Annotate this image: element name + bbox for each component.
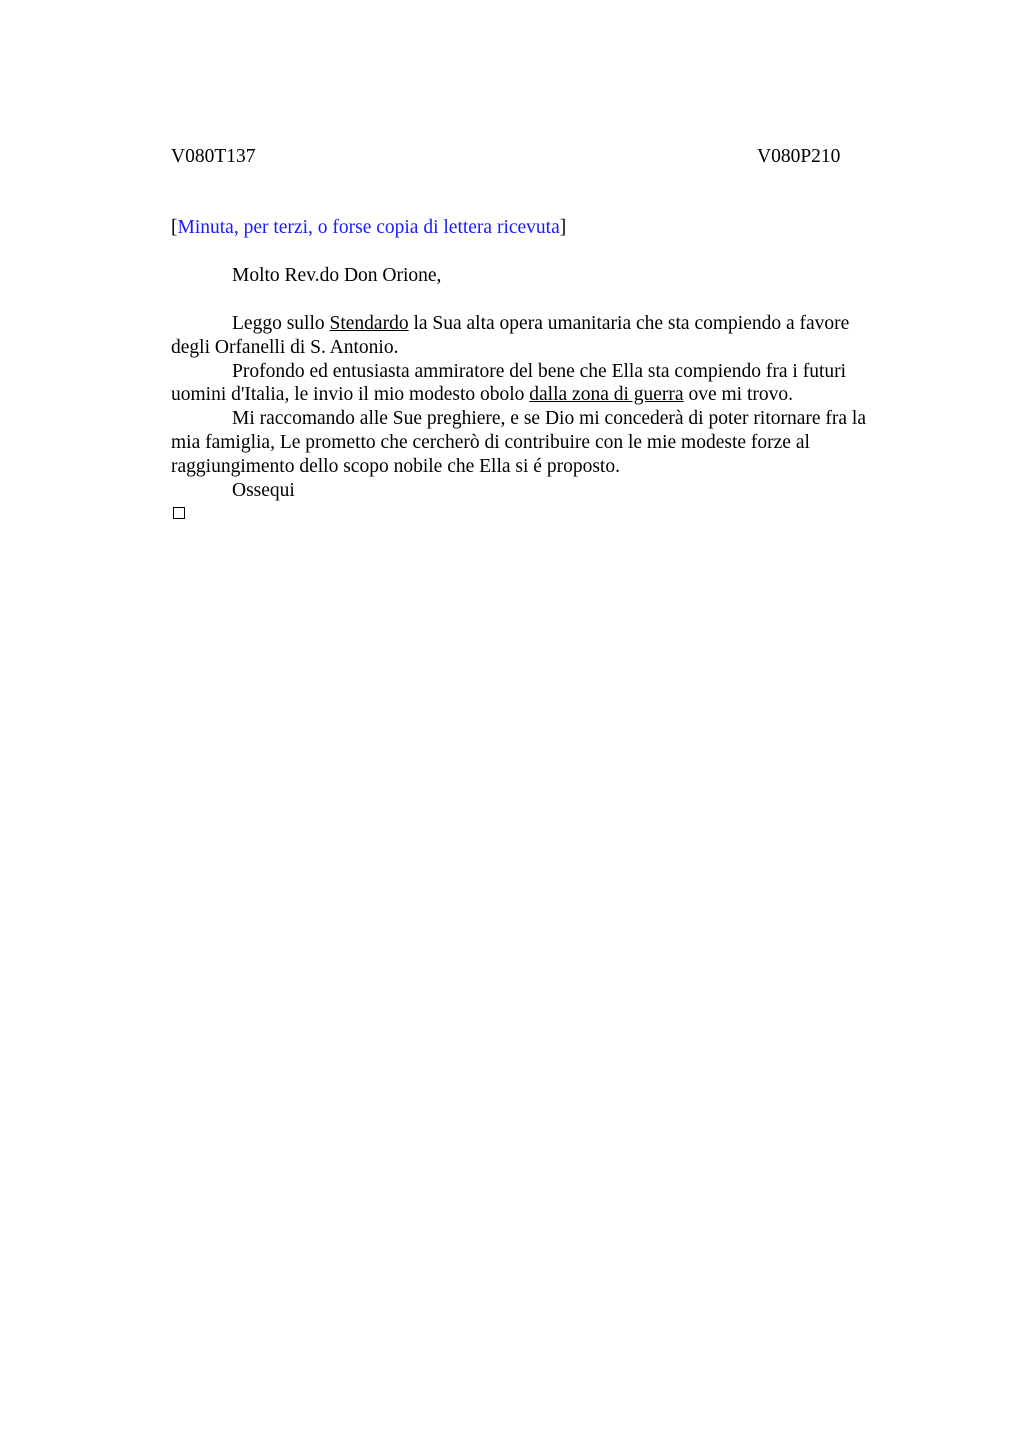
document-ref-right: V080P210 — [757, 146, 841, 167]
editor-note — [171, 217, 566, 239]
paragraph-1 — [171, 312, 911, 360]
letter-salutation: Molto Rev.do Don Orione, — [232, 265, 442, 286]
p1-underlined-stendardo: Stendardo — [329, 313, 409, 334]
p3-text-b: mia famiglia, Le prometto che cercherò di contribuire con le mie modeste forze al — [171, 431, 810, 453]
p3-text-c: raggiungimento dello scopo nobile che Ella si é proposto. — [171, 455, 620, 477]
p2-text-b: uomini d'Italia, le invio il mio modesto obolo — [171, 384, 530, 406]
empty-square-icon — [173, 507, 185, 519]
note-open-bracket: [ — [171, 217, 178, 238]
paragraph-3 — [171, 407, 911, 478]
paragraph-2 — [171, 360, 911, 408]
p2-text-c: ove mi trovo. — [683, 384, 793, 406]
document-ref-left: V080T137 — [171, 146, 256, 167]
p2-underlined-zona: dalla zona di guerra — [529, 384, 684, 406]
note-close-bracket: ] — [559, 217, 567, 238]
letter-closing: Ossequi — [232, 479, 295, 501]
p1-text-c: degli Orfanelli di S. Antonio. — [171, 336, 399, 358]
p1-text-b: la Sua alta opera umanitaria che sta compiendo a favore — [408, 313, 850, 334]
letter-body — [171, 312, 911, 502]
p3-text-a: Mi raccomando alle Sue preghiere, e se Dio mi concederà di poter ritornare fra la — [232, 408, 867, 430]
p2-text-a: Profondo ed entusiasta ammiratore del bene che Ella sta compiendo fra i futuri — [232, 360, 847, 382]
p1-text-a: Leggo sullo — [232, 313, 330, 334]
note-text: Minuta, per terzi, o forse copia di lettera ricevuta — [177, 217, 560, 238]
